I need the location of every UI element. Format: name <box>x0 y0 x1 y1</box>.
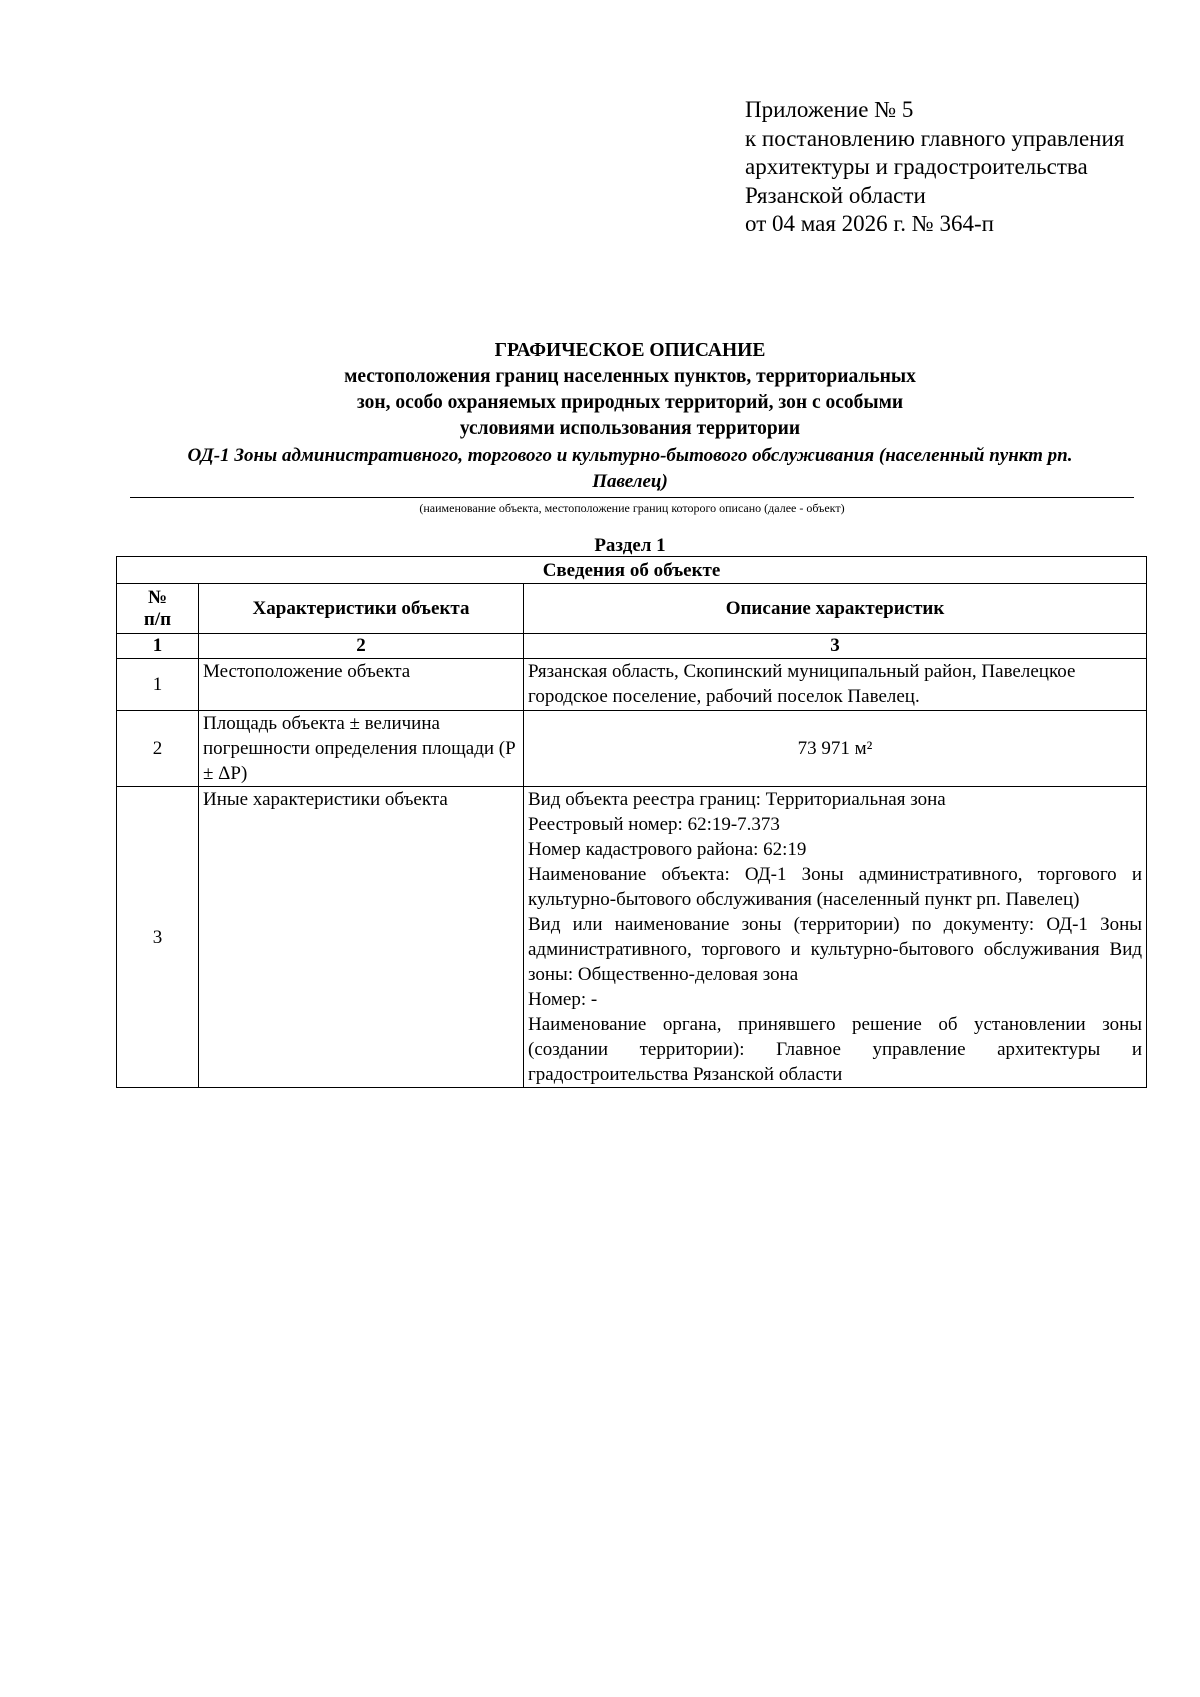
document-subtitle-line: условиями использования территории <box>459 418 801 439</box>
object-info-table <box>116 556 1147 1088</box>
row-characteristic: Площадь объекта ± величина погрешности определения площади (P ± ΔP) <box>199 711 524 787</box>
header-num-line: № <box>147 586 168 608</box>
column-number-row <box>117 634 1147 659</box>
document-subtitle-line: зон, особо охраняемых природных территорий, зон с особыми <box>356 392 904 413</box>
table-row <box>117 711 1147 787</box>
appendix-line: к постановлению главного управления <box>745 125 1125 151</box>
row-description <box>524 787 1147 1088</box>
column-number: 1 <box>117 634 199 659</box>
document-subtitle-line: местоположения границ населенных пунктов, территориальных <box>344 366 916 387</box>
description-line: Реестровый номер: 62:19-7.373 <box>528 814 780 835</box>
table-row <box>117 787 1147 1088</box>
appendix-block <box>745 96 1124 239</box>
description-line: Номер кадастрового района: 62:19 <box>528 839 807 860</box>
row-description: Рязанская область, Скопинский муниципальный район, Павелецкое городское поселение, рабочий поселок Павелец. <box>524 659 1147 711</box>
row-number: 3 <box>117 787 199 1088</box>
document-title-block <box>115 338 1145 494</box>
appendix-line: Рязанской области <box>745 182 926 208</box>
object-name-line: ОД-1 Зоны административного, торгового и культурно-бытового обслуживания (населенный пункт рп. <box>187 445 1073 466</box>
object-name-underline <box>130 497 1134 498</box>
header-num <box>117 584 199 634</box>
document-title: ГРАФИЧЕСКОЕ ОПИСАНИЕ <box>494 340 766 361</box>
section-title: Раздел 1 <box>594 535 666 556</box>
description-line: Наименование органа, принявшего решение об установлении зоны (создании территории): Главное управление архитектуры и градостроительства Рязанской области <box>528 1014 1143 1085</box>
table-row <box>117 659 1147 711</box>
appendix-line: архитектуры и градостроительства <box>745 154 1088 179</box>
object-name-caption: (наименование объекта, местоположение границ которого описано (далее - объект) <box>419 501 845 515</box>
row-number: 1 <box>117 659 199 711</box>
object-name-line: Павелец) <box>592 471 668 492</box>
column-number: 2 <box>199 634 524 659</box>
row-description: 73 971 м² <box>524 711 1147 787</box>
table-header-row <box>117 584 1147 634</box>
description-line: Вид объекта реестра границ: Территориальная зона <box>528 789 946 810</box>
row-number: 2 <box>117 711 199 787</box>
header-characteristic: Характеристики объекта <box>199 584 524 634</box>
appendix-line: от 04 мая 2026 г. № 364-п <box>745 211 994 236</box>
column-number: 3 <box>524 634 1147 659</box>
table-title: Сведения об объекте <box>117 557 1147 584</box>
row-characteristic: Местоположение объекта <box>199 659 524 711</box>
description-line: Наименование объекта: ОД-1 Зоны административного, торгового и культурно-бытового обслуживания (населенный пункт рп. Павелец) <box>528 864 1143 910</box>
appendix-line: Приложение № 5 <box>745 97 914 122</box>
header-num-line: п/п <box>143 608 172 630</box>
row-characteristic: Иные характеристики объекта <box>199 787 524 1088</box>
header-description: Описание характеристик <box>524 584 1147 634</box>
description-line: Номер: - <box>528 989 598 1010</box>
table-title-row <box>117 557 1147 584</box>
description-line: Вид или наименование зоны (территории) по документу: ОД-1 Зоны административного, торгового и культурно-бытового обслуживания Вид зоны: Общественно-деловая зона <box>528 914 1143 985</box>
